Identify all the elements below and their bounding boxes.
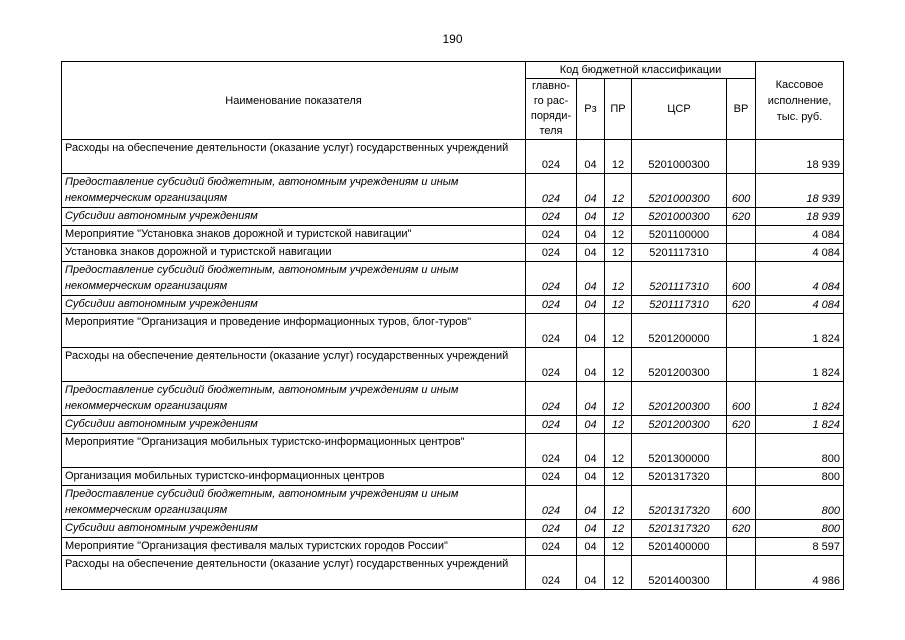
row-pr: 12 (605, 486, 632, 520)
row-pr: 12 (605, 556, 632, 590)
row-csr: 5201117310 (632, 296, 727, 314)
row-vr: 600 (727, 174, 756, 208)
row-pr: 12 (605, 262, 632, 296)
row-csr: 5201000300 (632, 208, 727, 226)
row-sum: 1 824 (756, 382, 844, 416)
row-glav: 024 (526, 416, 577, 434)
header-sum-line: Кассовое (775, 78, 824, 91)
table-row (62, 434, 844, 468)
table-row (62, 468, 844, 486)
row-vr: 620 (727, 416, 756, 434)
row-pr: 12 (605, 140, 632, 174)
table-row (62, 520, 844, 538)
row-vr: 620 (727, 296, 756, 314)
row-pr: 12 (605, 520, 632, 538)
row-rz: 04 (577, 208, 605, 226)
row-name: Организация мобильных туристско-информационных центров (62, 468, 526, 486)
row-name: Мероприятие "Организация и проведение информационных туров, блог-туров" (62, 314, 526, 348)
header-code-group: Код бюджетной классификации (526, 62, 756, 79)
row-vr: 620 (727, 520, 756, 538)
header-glav-line: го рас- (533, 95, 569, 107)
row-vr: 620 (727, 208, 756, 226)
table-row (62, 262, 844, 296)
row-pr: 12 (605, 208, 632, 226)
row-sum: 800 (756, 468, 844, 486)
header-sum-line: тыс. руб. (776, 110, 823, 123)
row-glav: 024 (526, 244, 577, 262)
row-vr (727, 348, 756, 382)
row-sum: 4 084 (756, 226, 844, 244)
table-row (62, 140, 844, 174)
row-glav: 024 (526, 174, 577, 208)
row-csr: 5201300000 (632, 434, 727, 468)
row-csr: 5201317320 (632, 486, 727, 520)
table-row (62, 314, 844, 348)
row-vr (727, 314, 756, 348)
row-csr: 5201100000 (632, 226, 727, 244)
row-rz: 04 (577, 244, 605, 262)
header-sum-line: исполнение, (767, 94, 832, 107)
row-name: Субсидии автономным учреждениям (62, 208, 526, 226)
row-sum: 800 (756, 486, 844, 520)
row-rz: 04 (577, 262, 605, 296)
row-glav: 024 (526, 556, 577, 590)
table-row (62, 538, 844, 556)
row-rz: 04 (577, 486, 605, 520)
row-name: Субсидии автономным учреждениям (62, 296, 526, 314)
row-name: Установка знаков дорожной и туристской навигации (62, 244, 526, 262)
row-name: Предоставление субсидий бюджетным, автономным учреждениям и иным некоммерческим организациям (62, 486, 526, 520)
row-sum: 18 939 (756, 174, 844, 208)
page-number: 190 (442, 32, 463, 46)
table-row (62, 208, 844, 226)
row-pr: 12 (605, 434, 632, 468)
header-csr: ЦСР (632, 79, 727, 140)
row-rz: 04 (577, 140, 605, 174)
row-pr: 12 (605, 382, 632, 416)
row-sum: 1 824 (756, 416, 844, 434)
row-glav: 024 (526, 226, 577, 244)
row-vr: 600 (727, 486, 756, 520)
row-vr (727, 556, 756, 590)
row-glav: 024 (526, 314, 577, 348)
row-sum: 4 084 (756, 262, 844, 296)
header-glav-line: поряди- (530, 110, 572, 122)
row-sum: 1 824 (756, 348, 844, 382)
row-pr: 12 (605, 314, 632, 348)
row-pr: 12 (605, 538, 632, 556)
row-sum: 800 (756, 520, 844, 538)
header-vr: ВР (727, 79, 756, 140)
row-name: Мероприятие "Организация мобильных туристско-информационных центров" (62, 434, 526, 468)
row-rz: 04 (577, 382, 605, 416)
row-sum: 1 824 (756, 314, 844, 348)
header-name: Наименование показателя (62, 62, 526, 140)
row-rz: 04 (577, 520, 605, 538)
row-name: Предоставление субсидий бюджетным, автономным учреждениям и иным некоммерческим организациям (62, 262, 526, 296)
header-cash-execution (756, 62, 844, 140)
row-csr: 5201117310 (632, 262, 727, 296)
row-vr (727, 538, 756, 556)
row-csr: 5201200300 (632, 348, 727, 382)
row-vr (727, 468, 756, 486)
table-row (62, 296, 844, 314)
row-vr: 600 (727, 382, 756, 416)
row-sum: 18 939 (756, 140, 844, 174)
row-rz: 04 (577, 296, 605, 314)
row-vr (727, 244, 756, 262)
header-pr: ПР (605, 79, 632, 140)
row-glav: 024 (526, 296, 577, 314)
row-pr: 12 (605, 468, 632, 486)
row-vr (727, 226, 756, 244)
header-glav-line: главно- (531, 80, 570, 92)
row-sum: 800 (756, 434, 844, 468)
row-vr (727, 140, 756, 174)
row-name: Расходы на обеспечение деятельности (оказание услуг) государственных учреждений (62, 348, 526, 382)
row-glav: 024 (526, 348, 577, 382)
row-glav: 024 (526, 486, 577, 520)
row-csr: 5201317320 (632, 468, 727, 486)
row-glav: 024 (526, 538, 577, 556)
row-sum: 8 597 (756, 538, 844, 556)
row-glav: 024 (526, 468, 577, 486)
row-sum: 18 939 (756, 208, 844, 226)
table-row (62, 174, 844, 208)
row-csr: 5201400000 (632, 538, 727, 556)
row-csr: 5201117310 (632, 244, 727, 262)
row-name: Мероприятие "Организация фестиваля малых туристских городов России" (62, 538, 526, 556)
row-pr: 12 (605, 244, 632, 262)
row-csr: 5201200300 (632, 416, 727, 434)
row-rz: 04 (577, 468, 605, 486)
row-rz: 04 (577, 314, 605, 348)
table-row (62, 416, 844, 434)
row-rz: 04 (577, 226, 605, 244)
row-rz: 04 (577, 538, 605, 556)
header-glav (526, 79, 577, 140)
row-vr (727, 434, 756, 468)
row-name: Предоставление субсидий бюджетным, автономным учреждениям и иным некоммерческим организациям (62, 382, 526, 416)
row-rz: 04 (577, 556, 605, 590)
row-glav: 024 (526, 382, 577, 416)
row-name: Субсидии автономным учреждениям (62, 520, 526, 538)
row-vr: 600 (727, 262, 756, 296)
row-rz: 04 (577, 416, 605, 434)
header-rz: Рз (577, 79, 605, 140)
table-row (62, 382, 844, 416)
row-name: Расходы на обеспечение деятельности (оказание услуг) государственных учреждений (62, 140, 526, 174)
row-sum: 4 986 (756, 556, 844, 590)
table-row (62, 244, 844, 262)
row-rz: 04 (577, 434, 605, 468)
row-pr: 12 (605, 348, 632, 382)
row-glav: 024 (526, 140, 577, 174)
row-pr: 12 (605, 296, 632, 314)
row-glav: 024 (526, 434, 577, 468)
row-rz: 04 (577, 174, 605, 208)
table-header (62, 62, 844, 140)
table-row (62, 348, 844, 382)
budget-table (61, 61, 844, 590)
row-csr: 5201400300 (632, 556, 727, 590)
row-csr: 5201317320 (632, 520, 727, 538)
row-name: Мероприятие "Установка знаков дорожной и туристской навигации" (62, 226, 526, 244)
row-csr: 5201200300 (632, 382, 727, 416)
row-name: Субсидии автономным учреждениям (62, 416, 526, 434)
row-name: Предоставление субсидий бюджетным, автономным учреждениям и иным некоммерческим организациям (62, 174, 526, 208)
row-sum: 4 084 (756, 244, 844, 262)
table-body (62, 140, 844, 590)
row-pr: 12 (605, 416, 632, 434)
table-row (62, 226, 844, 244)
row-csr: 5201000300 (632, 174, 727, 208)
row-glav: 024 (526, 208, 577, 226)
row-csr: 5201000300 (632, 140, 727, 174)
row-glav: 024 (526, 520, 577, 538)
row-csr: 5201200000 (632, 314, 727, 348)
table-row (62, 556, 844, 590)
row-pr: 12 (605, 226, 632, 244)
row-sum: 4 084 (756, 296, 844, 314)
table-row (62, 486, 844, 520)
row-rz: 04 (577, 348, 605, 382)
header-glav-line: теля (539, 125, 563, 137)
row-name: Расходы на обеспечение деятельности (оказание услуг) государственных учреждений (62, 556, 526, 590)
row-pr: 12 (605, 174, 632, 208)
row-glav: 024 (526, 262, 577, 296)
